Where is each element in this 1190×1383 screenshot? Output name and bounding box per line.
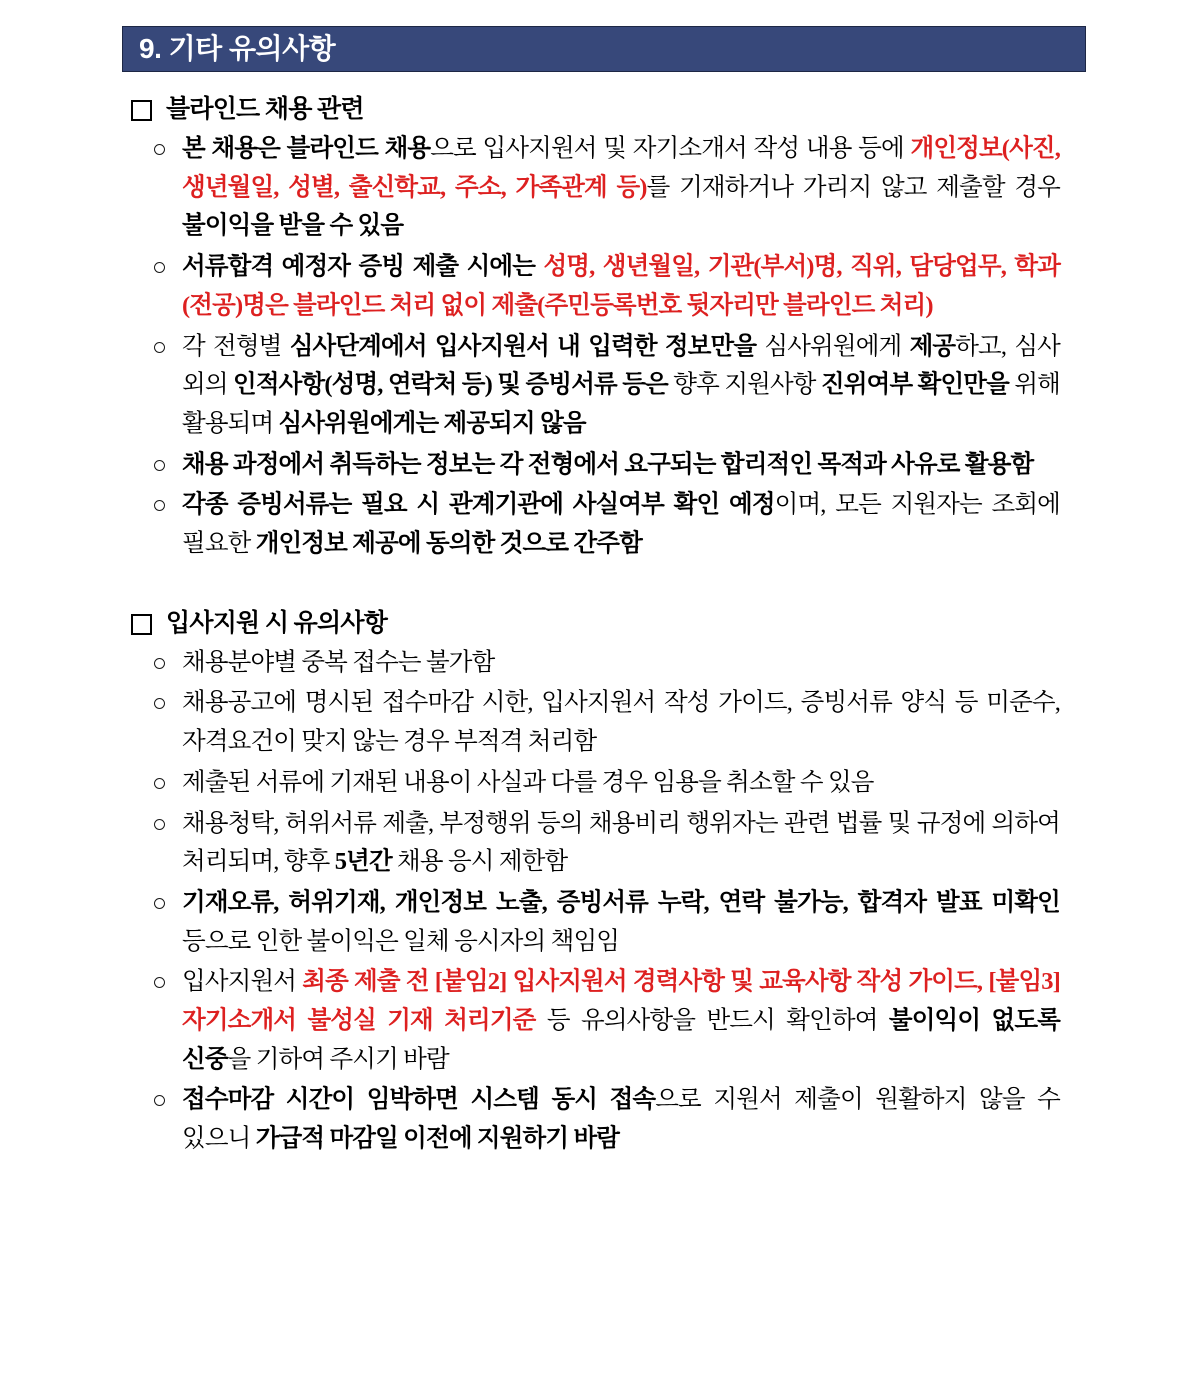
list-item — [152, 248, 1060, 325]
list-item — [152, 486, 1060, 563]
list-item-text — [182, 769, 874, 796]
group-heading — [131, 94, 1190, 126]
emphasis-bold-text: 불이익을 받을 수 있음 — [182, 212, 404, 240]
list-item — [152, 1081, 1060, 1158]
list-item — [152, 684, 1060, 761]
emphasis-bold-text: 채용 과정에서 취득하는 정보는 각 전형에서 요구되는 합리적인 목적과 사유로 활용함 — [182, 450, 1034, 478]
body-text: 을 기하여 주시기 바람 — [227, 1045, 449, 1073]
body-text: 하고, 심사 외의 — [182, 332, 1060, 399]
emphasis-bold-text: 본 채용은 블라인드 채용 — [182, 135, 431, 162]
body-text: 각 전형별 — [182, 332, 290, 360]
body-text: 채용 응시 제한함 — [391, 848, 568, 876]
emphasis-bold-text: 서류합격 예정자 증빙 제출 시에는 — [182, 253, 544, 281]
list-item — [152, 963, 1060, 1079]
checkbox-square-icon — [131, 614, 152, 635]
group-heading-label: 입사지원 시 유의사항 — [166, 609, 388, 637]
emphasis-bold-text: 5년간 — [334, 848, 392, 876]
body-text: 채용분야별 중복 접수는 불가함 — [182, 648, 495, 676]
list-item — [152, 328, 1060, 444]
list-item-text — [182, 253, 1060, 319]
list-item-text — [182, 1086, 1060, 1152]
emphasis-bold-text: 심사단계에서 입사지원서 내 입력한 정보만을 — [289, 332, 765, 360]
list-item — [152, 446, 1060, 485]
body-text: 채용공고에 명시된 접수마감 시한, 입사지원서 작성 가이드, 증빙서류 양식 등 미준수, 자격요건이 맞지 않는 경우 부적격 처리함 — [182, 689, 1060, 756]
notice-group — [0, 94, 1190, 564]
emphasis-bold-text: 진위여부 확인만을 — [821, 371, 1015, 399]
list-item-text — [182, 491, 1060, 557]
body-text: 심사위원에게 — [764, 332, 910, 360]
list-item — [152, 130, 1060, 246]
emphasis-bold-text: 접수마감 시간이 임박하면 시스템 동시 접속 — [182, 1086, 656, 1114]
body-text: 으로 입사지원서 및 자기소개서 작성 내용 등에 — [430, 135, 911, 162]
emphasis-red-text: 성명, 생년월일, 기관(부서)명, 직위, 담당업무, 학과(전공)명은 블라인드 처리 없이 제출(주민등록번호 뒷자리만 블라인드 처리) — [182, 253, 1061, 319]
list-item-text — [182, 689, 1060, 755]
emphasis-bold-text: 인적사항(성명, 연락처 등) 및 증빙서류 등은 — [233, 371, 674, 399]
emphasis-bold-text: 불이익이 없도록 신중 — [182, 1007, 1060, 1073]
emphasis-red-text: 개인정보(사진, 생년월일, 성별, 출신학교, 주소, 가족관계 등) — [182, 135, 1060, 201]
checkbox-square-icon — [131, 100, 152, 121]
group-heading — [131, 608, 1190, 640]
list-item-text — [182, 333, 1060, 437]
notice-group — [0, 608, 1190, 1159]
list-item-text — [182, 135, 1060, 239]
body-text: 제출된 서류에 기재된 내용이 사실과 다를 경우 임용을 취소할 수 있음 — [182, 768, 874, 796]
bullet-list — [0, 130, 1190, 564]
body-text: 입사지원서 — [182, 968, 303, 996]
list-item — [152, 764, 1060, 803]
list-item — [152, 884, 1060, 961]
page-title: 9. 기타 유의사항 — [139, 33, 336, 64]
body-text: 향후 지원사항 — [673, 371, 821, 399]
list-item — [152, 805, 1060, 882]
emphasis-bold-text: 기재오류, 허위기재, 개인정보 노출, 증빙서류 누락, 연락 불가능, 합격자 발표 미확인 — [182, 888, 1060, 916]
bullet-list — [0, 644, 1190, 1159]
emphasis-bold-text: 각종 증빙서류는 필요 시 관계기관에 사실여부 확인 예정 — [182, 491, 775, 519]
emphasis-red-text: 최종 제출 전 [붙임2] 입사지원서 경력사항 및 교육사항 작성 가이드, [붙임3] 자기소개서 불성실 기재 처리기준 — [182, 968, 1060, 1035]
body-text: 이며, 모든 지원자는 조회에 필요한 — [182, 491, 1060, 558]
list-item-text — [182, 810, 1060, 876]
emphasis-bold-text: 개인정보 제공에 동의한 것으로 간주함 — [255, 530, 642, 558]
body-text: 으로 지원서 제출이 원활하지 않을 수 있으니 — [182, 1086, 1060, 1153]
section-header-bar — [122, 26, 1086, 72]
group-heading-label: 블라인드 채용 관련 — [166, 96, 364, 123]
list-item-text — [182, 451, 1033, 478]
body-text: 채용청탁, 허위서류 제출, 부정행위 등의 채용비리 행위자는 관련 법률 및 규정에 의하여 처리되며, 향후 — [182, 809, 1060, 876]
body-text: 등으로 인한 불이익은 일체 응시자의 책임임 — [182, 927, 620, 955]
emphasis-bold-text: 제공 — [909, 332, 956, 360]
emphasis-bold-text: 가급적 마감일 이전에 지원하기 바람 — [255, 1125, 620, 1153]
list-item-text — [182, 649, 494, 676]
body-text: 위해 활용되며 — [182, 371, 1060, 437]
list-item — [152, 644, 1060, 683]
body-text: 등 유의사항을 반드시 확인하여 — [546, 1007, 889, 1035]
list-item-text — [182, 968, 1060, 1072]
document-body — [0, 94, 1190, 1159]
emphasis-bold-text: 심사위원에게는 제공되지 않음 — [278, 409, 586, 437]
list-item-text — [182, 889, 1060, 955]
body-text: 를 기재하거나 가리지 않고 제출할 경우 — [646, 173, 1060, 201]
